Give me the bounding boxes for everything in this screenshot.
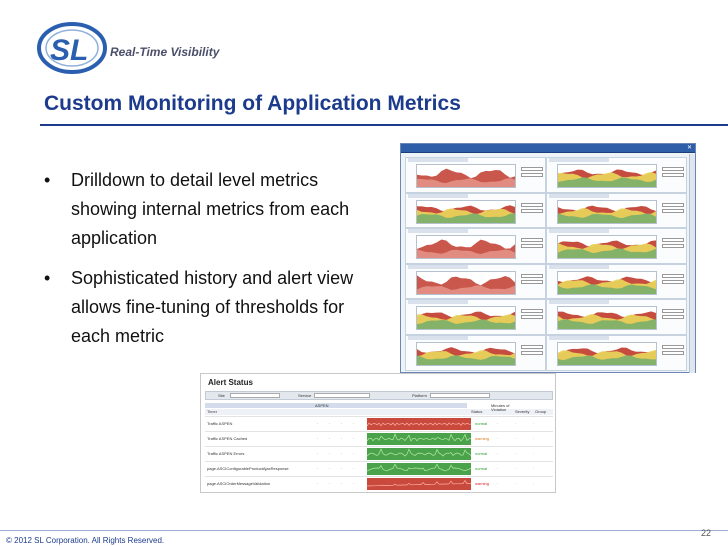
alert-row-minutes: · — [497, 466, 499, 471]
alert-row-group: · — [533, 436, 535, 441]
logo-letters: SL — [50, 34, 89, 67]
metrics-dashboard-screenshot — [400, 143, 696, 373]
scrollbar — [689, 154, 695, 373]
metric-chart-tile — [405, 228, 546, 264]
metric-area-chart — [557, 306, 657, 330]
copyright: © 2012 SL Corporation. All Rights Reserved. — [6, 536, 165, 545]
alert-sparkline — [367, 478, 471, 490]
bullet-item — [44, 264, 384, 351]
alert-row-status: normal — [475, 466, 488, 471]
metric-chart-tile — [405, 264, 546, 300]
metric-area-chart — [416, 200, 516, 224]
metric-area-chart — [557, 342, 657, 366]
chart-grid — [405, 157, 687, 371]
metric-area-chart — [557, 271, 657, 295]
metric-area-chart — [416, 342, 516, 366]
col-status: Status — [471, 409, 483, 414]
alert-row-sev: · — [515, 466, 517, 471]
site-select[interactable] — [230, 393, 280, 398]
alert-group-header — [205, 403, 467, 408]
alert-row-status: normal — [475, 421, 488, 426]
alert-right-header — [471, 401, 553, 415]
alert-row-minutes: · — [497, 421, 499, 426]
alert-row-minutes: · — [497, 436, 499, 441]
alert-row[interactable] — [205, 431, 553, 445]
alert-row-sev: · — [515, 481, 517, 486]
alert-row-values: · · · · — [317, 466, 355, 471]
bullet-text: Sophisticated history and alert view allows fine-tuning of thresholds for each metric — [71, 268, 354, 346]
alert-row-group: · — [533, 481, 535, 486]
site-filter-label: Site — [218, 393, 225, 398]
metric-area-chart — [557, 164, 657, 188]
metric-area-chart — [416, 164, 516, 188]
alert-row[interactable] — [205, 416, 553, 430]
bullet-marker: • — [44, 170, 51, 190]
alert-row-sev: · — [515, 421, 517, 426]
alert-row-status: normal — [475, 451, 488, 456]
alert-row-minutes: · — [497, 451, 499, 456]
metric-chart-tile — [405, 193, 546, 229]
alert-row-label: Traffic ASPEN Errors — [207, 451, 245, 456]
alert-row[interactable] — [205, 476, 553, 490]
alert-row-group: · — [533, 466, 535, 471]
alert-row-values: · · · · — [317, 421, 355, 426]
alert-sparkline — [367, 463, 471, 475]
alert-row-group: · — [533, 451, 535, 456]
alert-filter-bar — [205, 391, 553, 400]
metric-area-chart — [416, 306, 516, 330]
alert-status-panel — [200, 373, 556, 493]
alert-row-sev: · — [515, 451, 517, 456]
metric-chart-tile — [405, 299, 546, 335]
metric-chart-tile — [546, 157, 687, 193]
metric-area-chart — [416, 271, 516, 295]
slide-title: Custom Monitoring of Application Metrics — [44, 92, 461, 115]
alert-status-title: Alert Status — [208, 378, 253, 387]
alert-row-status: warning — [475, 436, 490, 441]
alert-sparkline — [367, 433, 471, 445]
alert-row-minutes: · — [497, 481, 499, 486]
close-icon: ✕ — [686, 145, 692, 151]
alert-row-values: · · · · — [317, 451, 355, 456]
alert-row-label: Traffic ASPEN Cached — [207, 436, 248, 441]
metric-chart-tile — [546, 335, 687, 371]
metric-chart-tile — [405, 157, 546, 193]
alert-group-label: ASPEN — [315, 403, 329, 408]
service-select[interactable] — [314, 393, 370, 398]
bullet-marker: • — [44, 268, 51, 288]
alert-row-group: · — [533, 421, 535, 426]
alert-row-values: · · · · — [317, 436, 355, 441]
metric-chart-tile — [546, 193, 687, 229]
logo-tagline: Real-Time Visibility — [110, 45, 220, 59]
metric-chart-tile — [546, 299, 687, 335]
service-filter-label: Service — [298, 393, 312, 398]
bullet-list — [44, 166, 384, 362]
alert-row[interactable] — [205, 446, 553, 460]
metric-area-chart — [557, 200, 657, 224]
footer-divider — [0, 530, 728, 531]
title-divider — [40, 124, 728, 126]
metric-chart-tile — [546, 264, 687, 300]
col-timer: Timer — [207, 409, 218, 414]
alert-row-values: · · · · — [317, 481, 355, 486]
col-severity: Severity — [515, 409, 530, 414]
metric-chart-tile — [546, 228, 687, 264]
dashboard-titlebar — [401, 144, 695, 153]
platform-select[interactable] — [430, 393, 490, 398]
alert-sparkline — [367, 448, 471, 460]
metric-area-chart — [557, 235, 657, 259]
alert-row-label: Traffic ASPEN — [207, 421, 233, 426]
alert-row-label: page.ASCIConfigurableProductAjaxResponse — [207, 466, 289, 471]
col-minutes: Minutes of Violation — [491, 403, 510, 412]
alert-row[interactable] — [205, 461, 553, 475]
metric-area-chart — [416, 235, 516, 259]
page-number: 22 — [701, 528, 712, 538]
bullet-text: Drilldown to detail level metrics showing internal metrics from each application — [71, 170, 350, 248]
alert-row-sev: · — [515, 436, 517, 441]
col-group: Group — [535, 409, 547, 414]
alert-sparkline — [367, 418, 471, 430]
alert-row-label: page.ASCIOrderMessageValidation — [207, 481, 271, 486]
alert-row-status: warning — [475, 481, 490, 486]
metric-chart-tile — [405, 335, 546, 371]
bullet-item — [44, 166, 384, 253]
platform-filter-label: Platform — [412, 393, 427, 398]
